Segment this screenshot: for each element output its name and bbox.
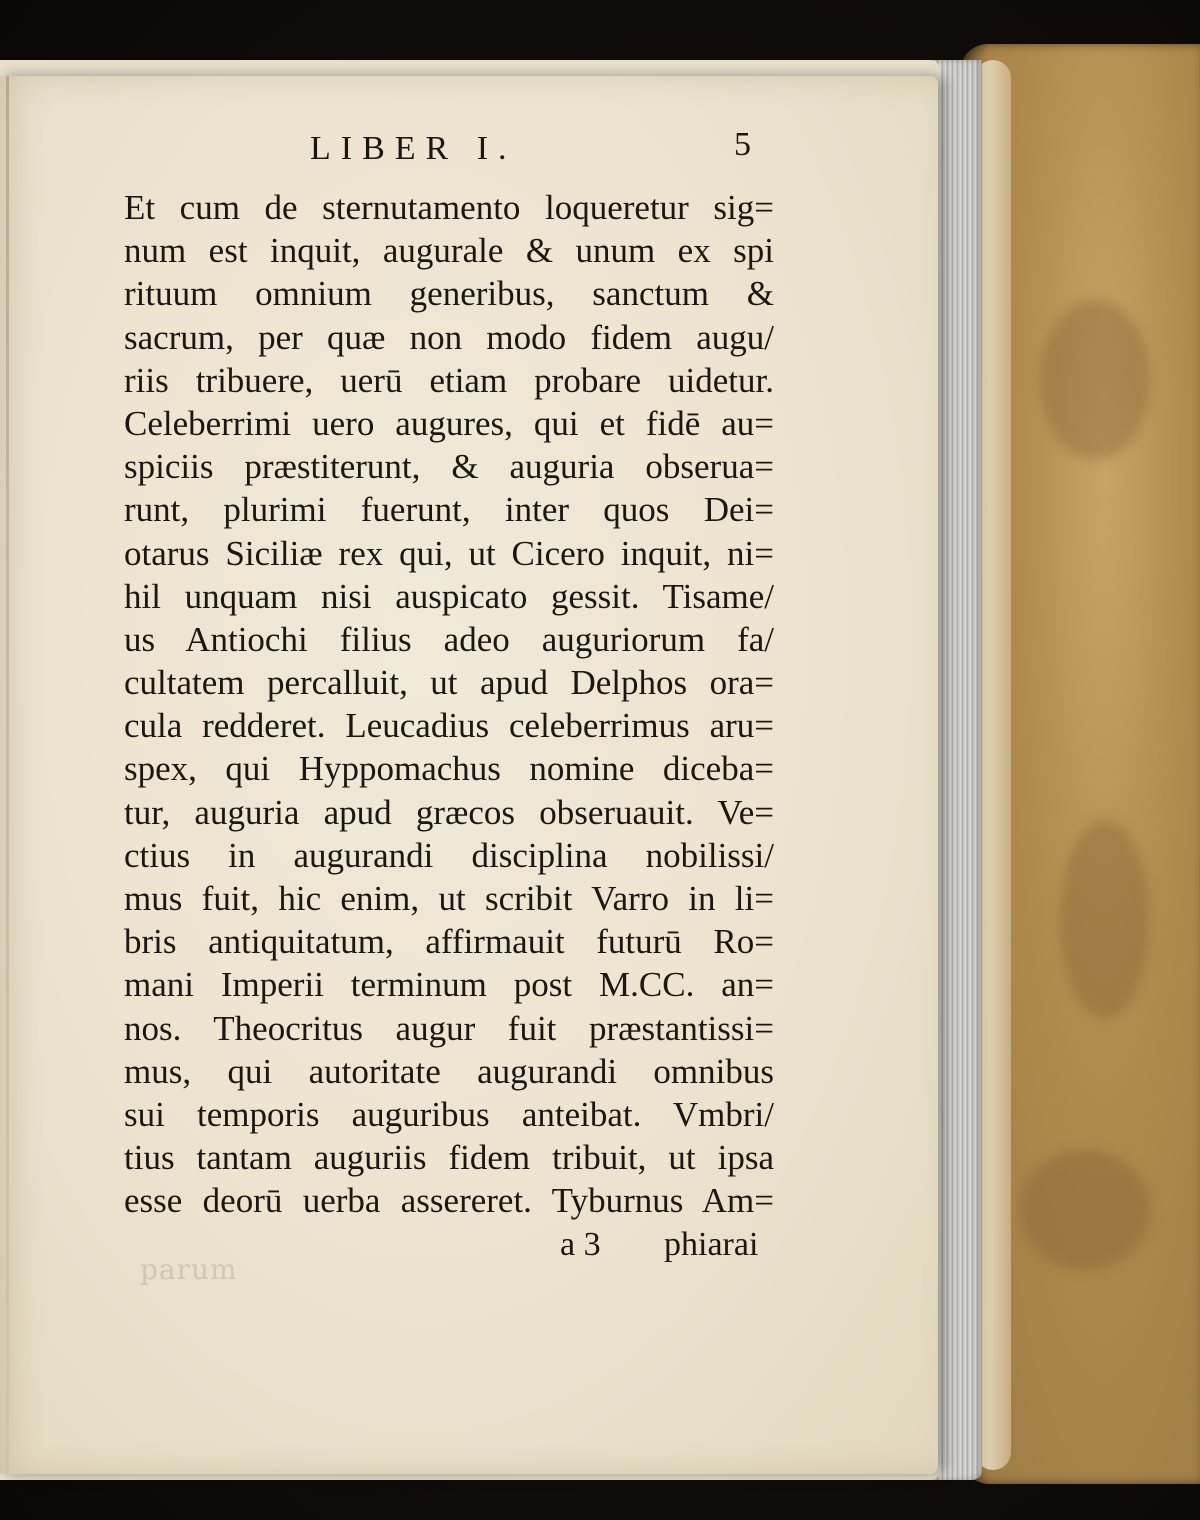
text-line: rituum omnium generibus, sanctum & — [124, 274, 774, 314]
text-line: otarus Siciliæ rex qui, ut Cicero inquit, ni= — [124, 533, 774, 573]
show-through-text: parum — [140, 1253, 238, 1286]
text-line: Celeberrimi uero augures, qui et fidē au= — [124, 403, 774, 443]
catchword: phiarai — [664, 1226, 759, 1263]
cover-stain — [1020, 1150, 1150, 1270]
text-line: bris antiquitatum, affirmauit futurū Ro= — [124, 922, 774, 962]
text-line: spex, qui Hyppomachus nomine diceba= — [124, 749, 774, 789]
text-line: nos. Theocritus augur fuit præstantissi= — [124, 1008, 774, 1048]
body-text — [124, 186, 774, 1223]
page-number: 5 — [734, 126, 751, 163]
text-line: num est inquit, augurale & unum ex spi — [124, 231, 774, 271]
text-line: runt, plurimi fuerunt, inter quos Dei= — [124, 490, 774, 530]
text-line: Et cum de sternutamento loqueretur sig= — [124, 188, 774, 227]
cover-stain — [1040, 300, 1150, 460]
text-line: spiciis præstiterunt, & auguria obserua= — [124, 447, 774, 487]
cover-stain — [1060, 820, 1150, 1020]
text-line: mus, qui autoritate augurandi omnibus — [124, 1051, 774, 1091]
text-line: esse deorū uerba assereret. Tyburnus Am= — [124, 1181, 774, 1221]
text-line: ctius in augurandi disciplina nobilissi/ — [124, 835, 774, 875]
gutter-shadow — [6, 76, 9, 1474]
text-line: cula redderet. Leucadius celeberrimus aru= — [124, 706, 774, 746]
text-line: tius tantam auguriis fidem tribuit, ut ipsa — [124, 1138, 774, 1178]
text-line: us Antiochi filius adeo auguriorum fa/ — [124, 619, 774, 659]
signature-mark: a 3 — [560, 1226, 601, 1263]
recto-page — [0, 76, 938, 1474]
text-line: tur, auguria apud græcos obseruauit. Ve= — [124, 792, 774, 832]
text-line: mus fuit, hic enim, ut scribit Varro in li= — [124, 879, 774, 918]
text-line: sacrum, per quæ non modo fidem augu/ — [124, 317, 774, 357]
text-line: cultatem percalluit, ut apud Delphos ora= — [124, 663, 774, 703]
text-line: mani Imperii terminum post M.CC. an= — [124, 965, 774, 1005]
running-head: LIBER I. — [310, 130, 517, 167]
text-line: riis tribuere, uerū etiam probare uidetur. — [124, 360, 774, 400]
text-line: hil unquam nisi auspicato gessit. Tisame/ — [124, 576, 774, 616]
text-line: sui temporis auguribus anteibat. Vmbri/ — [124, 1094, 774, 1134]
